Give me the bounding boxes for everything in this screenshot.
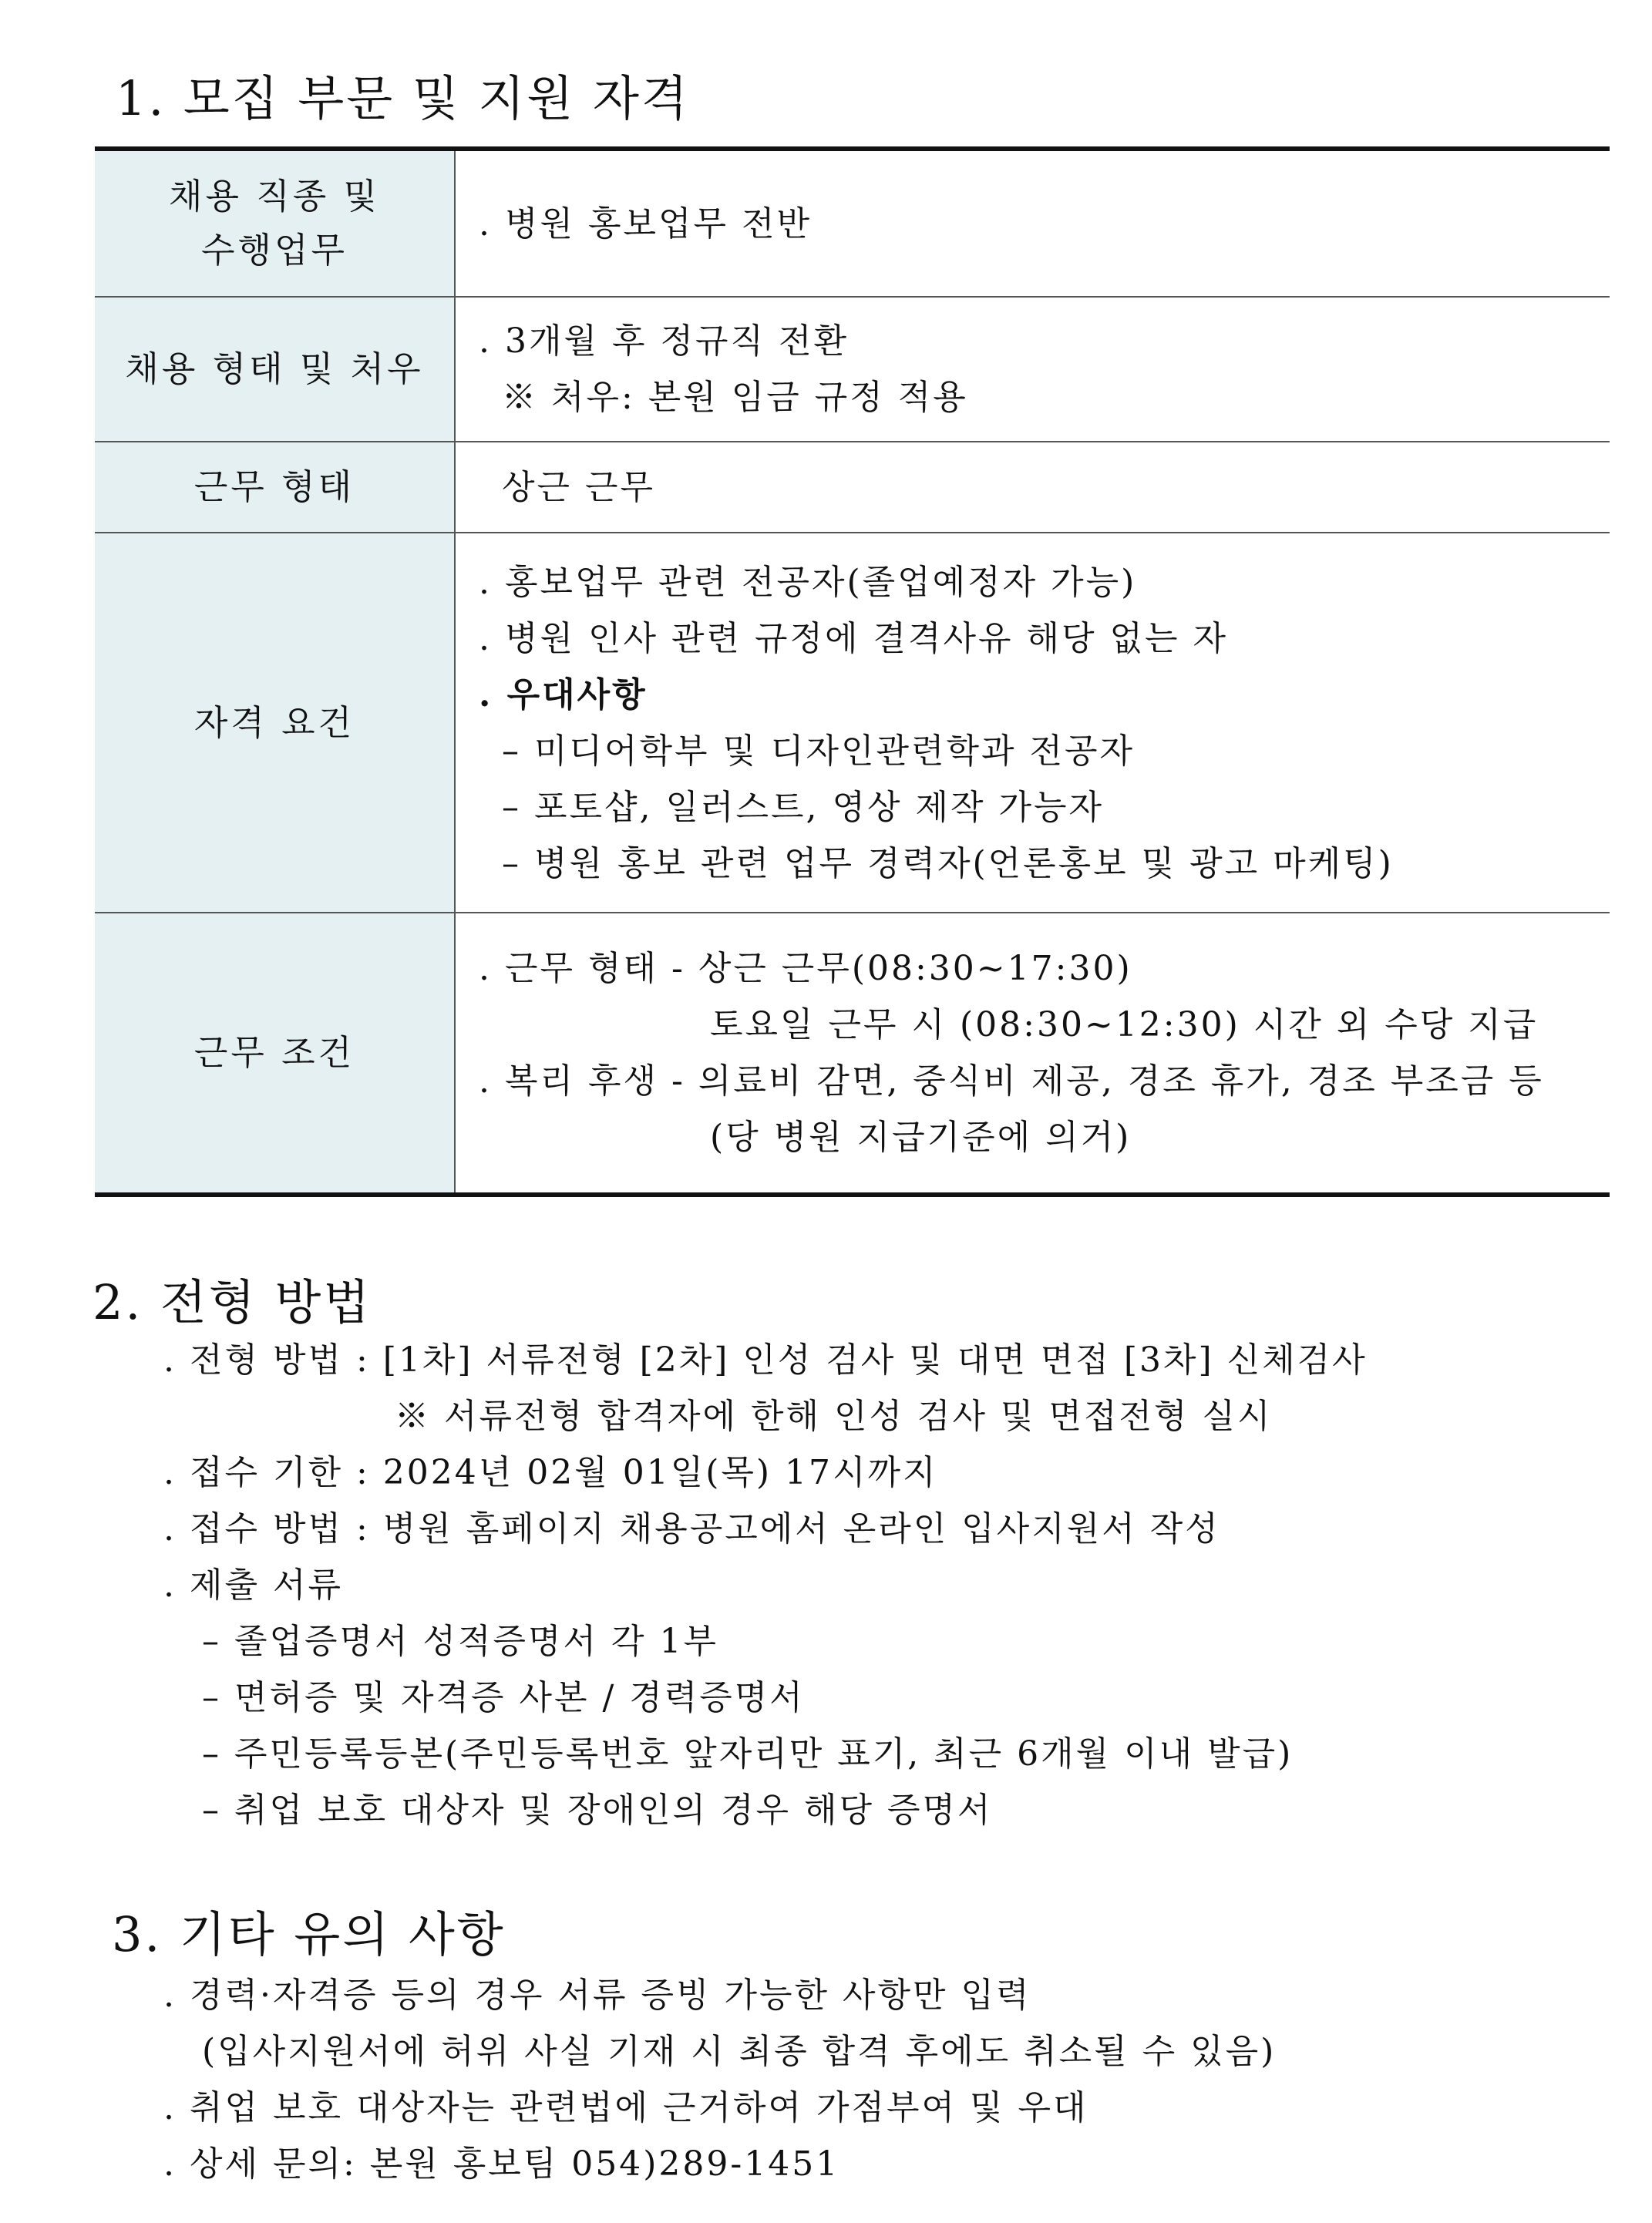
row-label-line: 채용 형태 및 처우 [125,348,424,389]
row-label [95,298,456,441]
text-line: . 접수 기한 : 2024년 02월 01일(목) 17시까지 [163,1453,938,1492]
table-row-work-type [95,442,1610,533]
text-line: – 취업 보호 대상자 및 장애인의 경우 해당 증명서 [202,1791,993,1830]
row-label-line: 채용 직종 및 [169,176,380,217]
row-label-line: 근무 조건 [193,1032,355,1073]
text-line: – 면허증 및 자격증 사본 / 경력증명서 [202,1678,805,1717]
row-content [456,442,1610,532]
text-line: . 상세 문의: 본원 홍보팀 054)289-1451 [163,2144,840,2184]
text-line: . 전형 방법 : [1차] 서류전형 [2차] 인성 검사 및 대면 면접 [3차] 신체검사 [163,1340,1368,1380]
section-2-title: 2. 전형 방법 [93,1274,372,1330]
content-line: – 미디어학부 및 디자인관련학과 전공자 [502,731,1136,771]
content-line: . 복리 후생 - 의료비 감면, 중식비 제공, 경조 휴가, 경조 부조금 등 [479,1061,1544,1101]
section-3-title: 3. 기타 유의 사항 [112,1906,506,1962]
content-line: (당 병원 지급기준에 의거) [710,1118,1132,1157]
row-content [456,913,1610,1192]
content-line: . 근무 형태 - 상근 근무(08:30~17:30) [479,949,1132,988]
content-line: – 포토샵, 일러스트, 영상 제작 가능자 [502,787,1104,827]
row-label-line: 수행업무 [201,230,348,271]
row-content [456,298,1610,441]
content-line: . 3개월 후 정규직 전환 [479,321,849,361]
text-line: . 접수 방법 : 병원 홈페이지 채용공고에서 온라인 입사지원서 작성 [163,1509,1220,1549]
content-line: ※ 처우: 본원 임금 규정 적용 [502,378,968,417]
row-content [456,151,1610,296]
row-label-line: 근무 형태 [193,466,355,507]
section-3-body [163,1967,1276,2192]
text-line: . 경력·자격증 등의 경우 서류 증빙 가능한 사항만 입력 [163,1976,1031,2015]
content-line: 토요일 근무 시 (08:30~12:30) 시간 외 수당 지급 [710,1005,1539,1044]
text-line: (입사지원서에 허위 사실 기재 시 최종 합격 후에도 취소될 수 있음) [202,2032,1277,2071]
row-label [95,442,456,532]
recruitment-table [95,146,1610,1197]
content-line: . 병원 인사 관련 규정에 결격사유 해당 없는 자 [479,618,1228,658]
row-label [95,913,456,1192]
row-label [95,151,456,296]
text-line: . 제출 서류 [163,1566,343,1605]
text-line: – 주민등록등본(주민등록번호 앞자리만 표기, 최근 6개월 이내 발급) [202,1734,1294,1774]
text-line: – 졸업증명서 성적증명서 각 1부 [202,1622,718,1661]
content-line: . 우대사항 [479,674,648,715]
table-row-employment-type [95,298,1610,442]
content-line: . 병원 홍보업무 전반 [479,204,812,244]
table-row-job-type [95,151,1610,298]
table-row-qualifications [95,533,1610,913]
section-2-body [163,1332,1368,1838]
content-line: . 홍보업무 관련 전공자(졸업예정자 가능) [479,562,1137,602]
text-line: ※ 서류전형 합격자에 한해 인성 검사 및 면접전형 실시 [395,1397,1273,1436]
text-line: . 취업 보호 대상자는 관련법에 근거하여 가점부여 및 우대 [163,2088,1088,2127]
row-label-line: 자격 요건 [193,701,355,743]
content-line: 상근 근무 [502,467,656,507]
section-1-title: 1. 모집 부문 및 지원 자격 [116,70,690,126]
table-row-work-conditions [95,913,1610,1192]
content-line: – 병원 홍보 관련 업무 경력자(언론홍보 및 광고 마케팅) [502,843,1394,883]
row-label [95,533,456,912]
row-content [456,533,1610,912]
